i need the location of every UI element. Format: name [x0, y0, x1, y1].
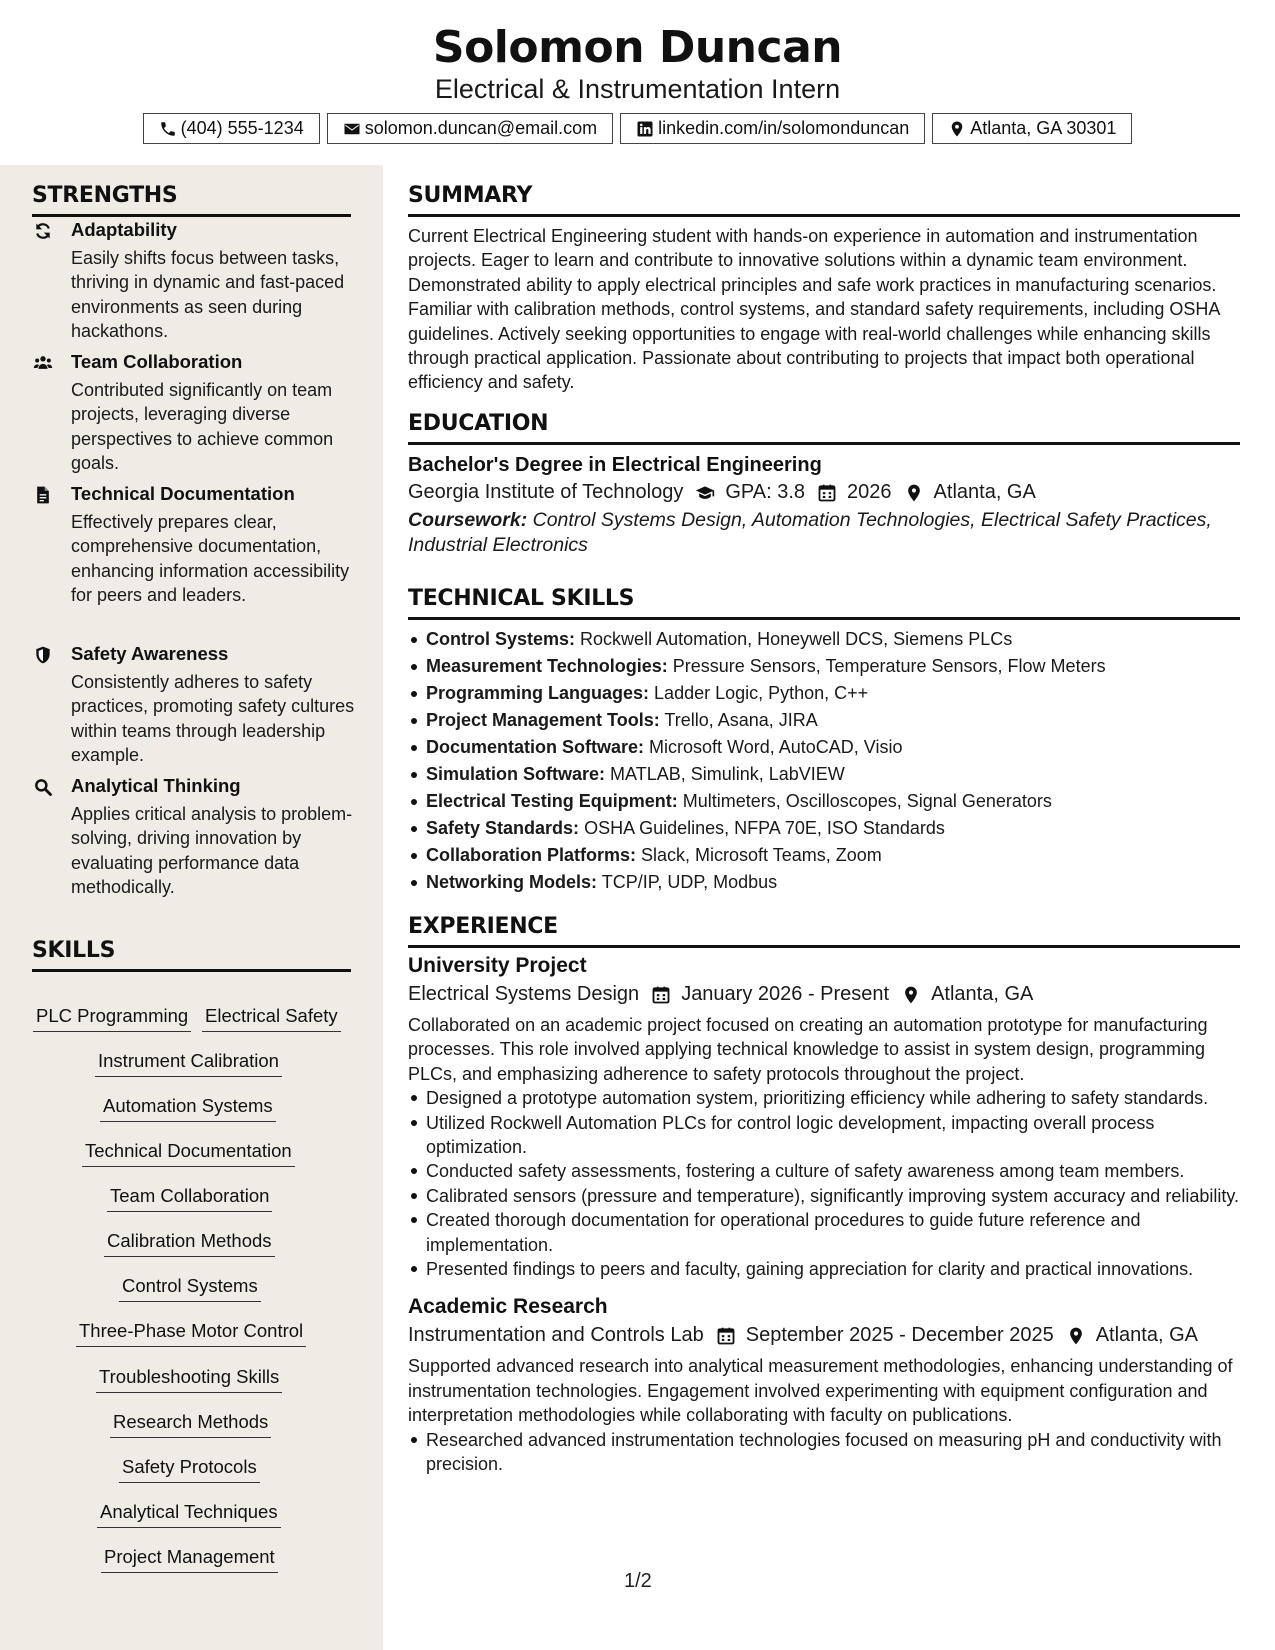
strength-title: Analytical Thinking	[71, 775, 241, 796]
school-location: Atlanta, GA	[933, 481, 1036, 503]
job-description: Collaborated on an academic project focused on creating an automation prototype for manufacturing processes. This role involved applying technical knowledge to assist in system design, programming PLCs, and emphasizing adherence to safety protocols throughout the project.	[408, 1015, 1208, 1084]
summary-text: Current Electrical Engineering student with hands-on experience in automation and instrumentation projects. Eager to learn and contribute to innovative solutions within a dynamic team environment. Demonstrated ability to apply electrical principles and safe work practices in manufacturing scenarios. Familiar with calibration methods, control systems, and standard safety requirements, including OSHA guidelines. Actively seeking opportunities to engage with real-world challenges while enhancing skills through practical application. Passionate about contributing to projects that impact both operational efficiency and safety.	[408, 226, 1220, 393]
strengths-heading: STRENGTHS	[32, 183, 351, 217]
summary-heading: SUMMARY	[408, 183, 1240, 217]
skill-tag: Calibration Methods	[104, 1230, 275, 1257]
skill-tag: Analytical Techniques	[97, 1501, 281, 1528]
skill-tag: Automation Systems	[100, 1095, 276, 1122]
school-name: Georgia Institute of Technology	[408, 481, 684, 503]
list-item: Measurement Technologies: Pressure Sensors, Temperature Sensors, Flow Meters	[408, 653, 1240, 680]
location-text: Atlanta, GA 30301	[970, 118, 1117, 138]
technical-skills-section	[408, 586, 1240, 896]
coursework	[408, 508, 1240, 557]
skill-tag: Control Systems	[119, 1275, 261, 1302]
job-dates: September 2025 - December 2025	[745, 1324, 1054, 1347]
list-item: Presented findings to peers and faculty, gaining appreciation for clarity and practical innovations.	[408, 1257, 1240, 1281]
list-item: Calibrated sensors (pressure and temperature), significantly improving system accuracy and reliability.	[408, 1184, 1240, 1208]
strength-title: Adaptability	[71, 219, 177, 240]
skill-tag: Research Methods	[110, 1411, 271, 1438]
skill-tag: Team Collaboration	[107, 1185, 272, 1212]
contact-location[interactable]	[932, 113, 1132, 144]
job-title: Academic Research	[408, 1295, 608, 1319]
envelope-icon	[343, 120, 361, 138]
job-meta	[408, 1324, 1240, 1347]
strength-title: Safety Awareness	[71, 643, 229, 664]
coursework-list: Control Systems Design, Automation Technologies, Electrical Safety Practices, Industrial Electronics	[408, 509, 1212, 556]
strength-desc: Contributed significantly on team projects, leveraging diverse perspectives to achieve common goals.	[71, 380, 334, 473]
skill-tag: Safety Protocols	[119, 1456, 260, 1483]
job-bullets	[408, 1428, 1240, 1477]
list-item: Designed a prototype automation system, prioritizing efficiency while adhering to safety standards.	[408, 1086, 1240, 1110]
list-item: Electrical Testing Equipment: Multimeters, Oscilloscopes, Signal Generators	[408, 788, 1240, 815]
document-icon	[32, 485, 56, 507]
experience-section	[408, 914, 1240, 1477]
map-pin-icon	[904, 483, 924, 503]
phone-text: (404) 555-1234	[180, 118, 304, 138]
technical-skills-list	[408, 626, 1240, 896]
list-item: Programming Languages: Ladder Logic, Python, C++	[408, 680, 1240, 707]
list-item: Simulation Software: MATLAB, Simulink, LabVIEW	[408, 761, 1240, 788]
job-location: Atlanta, GA	[931, 983, 1034, 1005]
technical-skills-heading: TECHNICAL SKILLS	[408, 586, 1240, 620]
graduation-cap-icon	[695, 483, 715, 503]
skill-tag: Troubleshooting Skills	[96, 1366, 282, 1393]
search-icon	[32, 777, 56, 799]
contact-bar	[0, 113, 1275, 144]
strength-desc: Effectively prepares clear, comprehensive documentation, enhancing information accessibility for peers and leaders.	[71, 512, 350, 605]
list-item: Control Systems: Rockwell Automation, Honeywell DCS, Siemens PLCs	[408, 626, 1240, 653]
linkedin-icon	[636, 120, 654, 138]
list-item: Networking Models: TCP/IP, UDP, Modbus	[408, 869, 1240, 896]
strength-desc: Easily shifts focus between tasks, thriving in dynamic and fast-paced environments as seen during hackathons.	[71, 248, 345, 341]
candidate-name: Solomon Duncan	[432, 22, 843, 73]
map-pin-icon	[948, 120, 966, 138]
candidate-title: Electrical & Instrumentation Intern	[434, 74, 841, 104]
strength-title: Team Collaboration	[71, 351, 243, 372]
list-item: Created thorough documentation for operational procedures to guide future reference and implementation.	[408, 1208, 1240, 1257]
coursework-label: Coursework:	[408, 509, 528, 531]
job-entry	[408, 1295, 1240, 1476]
list-item: Documentation Software: Microsoft Word, AutoCAD, Visio	[408, 734, 1240, 761]
job-meta	[408, 983, 1240, 1006]
job-dates: January 2026 - Present	[681, 983, 890, 1005]
job-org: Instrumentation and Controls Lab	[408, 1324, 704, 1347]
gpa: GPA: 3.8	[725, 481, 806, 503]
sidebar	[0, 165, 383, 1650]
page-number: 1/2	[624, 1570, 652, 1592]
job-org: Electrical Systems Design	[408, 983, 640, 1005]
summary-section	[408, 183, 1240, 395]
list-item: Collaboration Platforms: Slack, Microsoft Teams, Zoom	[408, 842, 1240, 869]
resume-header	[0, 0, 1275, 165]
education-section	[408, 411, 1240, 557]
skills-heading: SKILLS	[32, 938, 351, 972]
refresh-icon	[32, 221, 56, 243]
experience-heading: EXPERIENCE	[408, 914, 1240, 948]
strengths-section	[32, 183, 351, 217]
job-location: Atlanta, GA	[1095, 1324, 1198, 1347]
shield-icon	[32, 645, 56, 667]
users-icon	[32, 353, 56, 375]
map-pin-icon	[1066, 1326, 1086, 1346]
email-text: solomon.duncan@email.com	[364, 118, 598, 138]
strength-desc: Applies critical analysis to problem-solving, driving innovation by evaluating performance data methodically.	[71, 804, 353, 897]
strength-desc: Consistently adheres to safety practices, promoting safety cultures within teams through leadership example.	[71, 672, 355, 765]
skills-section	[32, 938, 351, 972]
job-title: University Project	[408, 954, 587, 977]
calendar-icon	[716, 1326, 736, 1346]
calendar-icon	[651, 985, 671, 1005]
skill-tag: PLC Programming	[33, 1005, 191, 1032]
education-heading: EDUCATION	[408, 411, 1240, 445]
linkedin-text: linkedin.com/in/solomonduncan	[658, 118, 910, 138]
skill-tag: Three-Phase Motor Control	[76, 1320, 306, 1347]
contact-linkedin[interactable]	[620, 113, 925, 144]
list-item: Conducted safety assessments, fostering a culture of safety awareness among team members.	[408, 1159, 1240, 1183]
contact-phone[interactable]	[143, 113, 320, 144]
contact-email[interactable]	[327, 113, 613, 144]
list-item: Safety Standards: OSHA Guidelines, NFPA 70E, ISO Standards	[408, 815, 1240, 842]
list-item: Researched advanced instrumentation technologies focused on measuring pH and conductivity with precision.	[408, 1428, 1240, 1477]
graduation-year: 2026	[847, 481, 892, 503]
list-item: Project Management Tools: Trello, Asana, JIRA	[408, 707, 1240, 734]
skill-tag: Electrical Safety	[202, 1005, 341, 1032]
list-item: Utilized Rockwell Automation PLCs for control logic development, impacting overall process optimization.	[408, 1111, 1240, 1160]
strength-title: Technical Documentation	[71, 483, 295, 504]
calendar-icon	[817, 483, 837, 503]
map-pin-icon	[901, 985, 921, 1005]
degree-title: Bachelor's Degree in Electrical Engineering	[408, 454, 822, 476]
skill-tag: Project Management	[101, 1546, 278, 1573]
education-meta	[408, 481, 1240, 504]
strengths-list	[32, 219, 355, 919]
phone-icon	[159, 120, 177, 138]
job-bullets	[408, 1086, 1240, 1281]
job-description: Supported advanced research into analytical measurement methodologies, enhancing understanding of instrumentation technologies. Engagement involved experimenting with equipment configuration and interpretation methodologies while collaborating with faculty on publications.	[408, 1356, 1233, 1426]
skill-tag: Technical Documentation	[82, 1140, 295, 1167]
skill-tag: Instrument Calibration	[95, 1050, 282, 1077]
job-entry	[408, 954, 1240, 1281]
